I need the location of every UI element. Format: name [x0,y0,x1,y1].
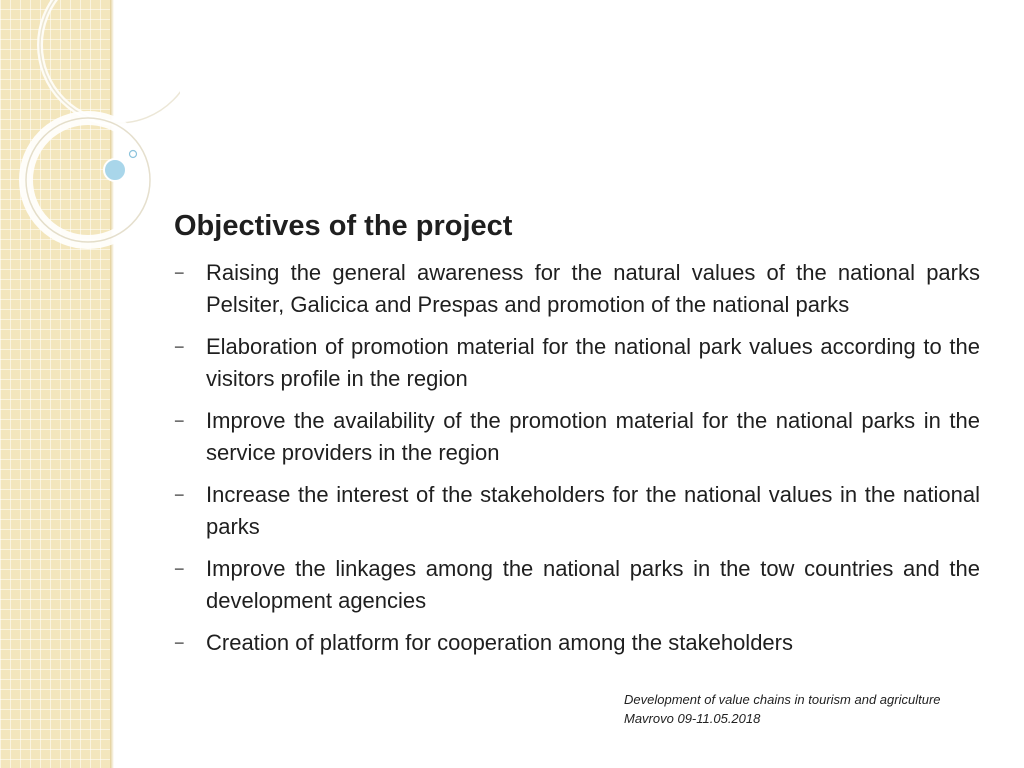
objectives-list [174,257,980,659]
list-item: − Elaboration of promotion material for the national park values according to the visitors profile in the region [174,331,980,395]
slide-title: Objectives of the project [174,210,513,242]
dash-bullet-icon: − [174,559,185,579]
dash-bullet-icon: − [174,411,185,431]
list-item: − Increase the interest of the stakeholders for the national values in the national parks [174,479,980,543]
list-item: − Creation of platform for cooperation among the stakeholders [174,627,980,659]
slide-content [174,210,980,669]
dash-bullet-icon: − [174,263,185,283]
list-item: − Improve the availability of the promotion material for the national parks in the service providers in the region [174,405,980,469]
dash-bullet-icon: − [174,337,185,357]
bubble-icon [104,159,126,181]
footer-event-name: Development of value chains in tourism and agriculture [624,692,941,707]
list-item: − Raising the general awareness for the natural values of the national parks Pelsiter, Galicica and Prespas and promotion of the national parks [174,257,980,321]
dash-bullet-icon: − [174,485,185,505]
decorative-rings-icon [0,0,180,260]
list-item: − Improve the linkages among the national parks in the tow countries and the development agencies [174,553,980,617]
footer-location-date: Mavrovo 09-11.05.2018 [624,711,761,726]
dash-bullet-icon: − [174,633,185,653]
slide-footer [624,690,1004,728]
